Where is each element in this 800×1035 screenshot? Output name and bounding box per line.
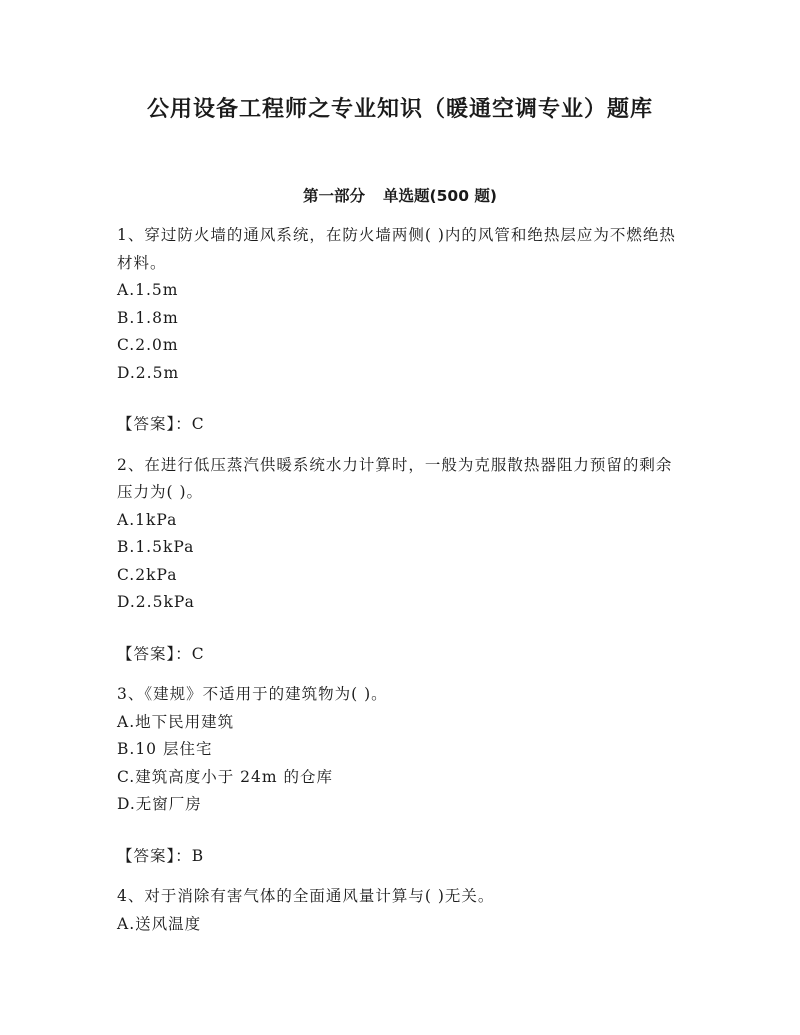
- answer-value: C: [191, 644, 205, 663]
- option-b: B.1.8m: [117, 308, 179, 327]
- question-stem: 2、在进行低压蒸汽供暖系统水力计算时，一般为克服散热器阻力预留的剩余压力为( )。: [117, 455, 673, 501]
- answer-value: B: [191, 846, 205, 865]
- answer-value: C: [191, 415, 205, 433]
- option-d: D.2.5m: [117, 363, 180, 382]
- option-list: [117, 507, 687, 617]
- option-c: C.2.0m: [117, 336, 179, 354]
- document-title: 公用设备工程师之专业知识（暖通空调专业）题库: [146, 97, 653, 122]
- answer-label: 【答案】：: [117, 846, 192, 865]
- option-d: D.无窗厂房: [117, 795, 202, 813]
- question-stem: 3、《建规》不适用于的建筑物为( )。: [117, 685, 388, 703]
- option-c: C.2kPa: [117, 565, 178, 584]
- question-3: [117, 681, 687, 870]
- option-d: D.2.5kPa: [117, 593, 195, 611]
- option-b: B.10 层住宅: [117, 740, 213, 758]
- option-list: [117, 709, 687, 819]
- answer-line: [117, 843, 687, 871]
- option-a: A.1.5m: [117, 281, 179, 299]
- question-stem: 4、对于消除有害气体的全面通风量计算与( )无关。: [117, 887, 495, 905]
- section-heading: [0, 184, 800, 206]
- option-a: A.送风温度: [117, 914, 202, 933]
- question-4: [117, 883, 687, 938]
- option-list: [117, 277, 687, 387]
- section-name: 单选题(500 题): [383, 187, 497, 205]
- answer-label: 【答案】：: [117, 644, 192, 663]
- answer-line: [117, 641, 687, 669]
- question-1: [117, 222, 687, 439]
- option-list: [117, 911, 687, 939]
- question-list: [117, 222, 687, 938]
- option-a: A.1kPa: [117, 510, 178, 529]
- option-c: C.建筑高度小于 24m 的仓库: [117, 767, 334, 786]
- answer-label: 【答案】：: [117, 415, 192, 433]
- option-b: B.1.5kPa: [117, 538, 195, 556]
- option-a: A.地下民用建筑: [117, 712, 235, 731]
- question-stem: 1、穿过防火墙的通风系统，在防火墙两侧( )内的风管和绝热层应为不燃绝热材料。: [117, 226, 676, 272]
- answer-line: [117, 411, 687, 439]
- section-part: 第一部分: [303, 187, 366, 205]
- question-2: [117, 452, 687, 669]
